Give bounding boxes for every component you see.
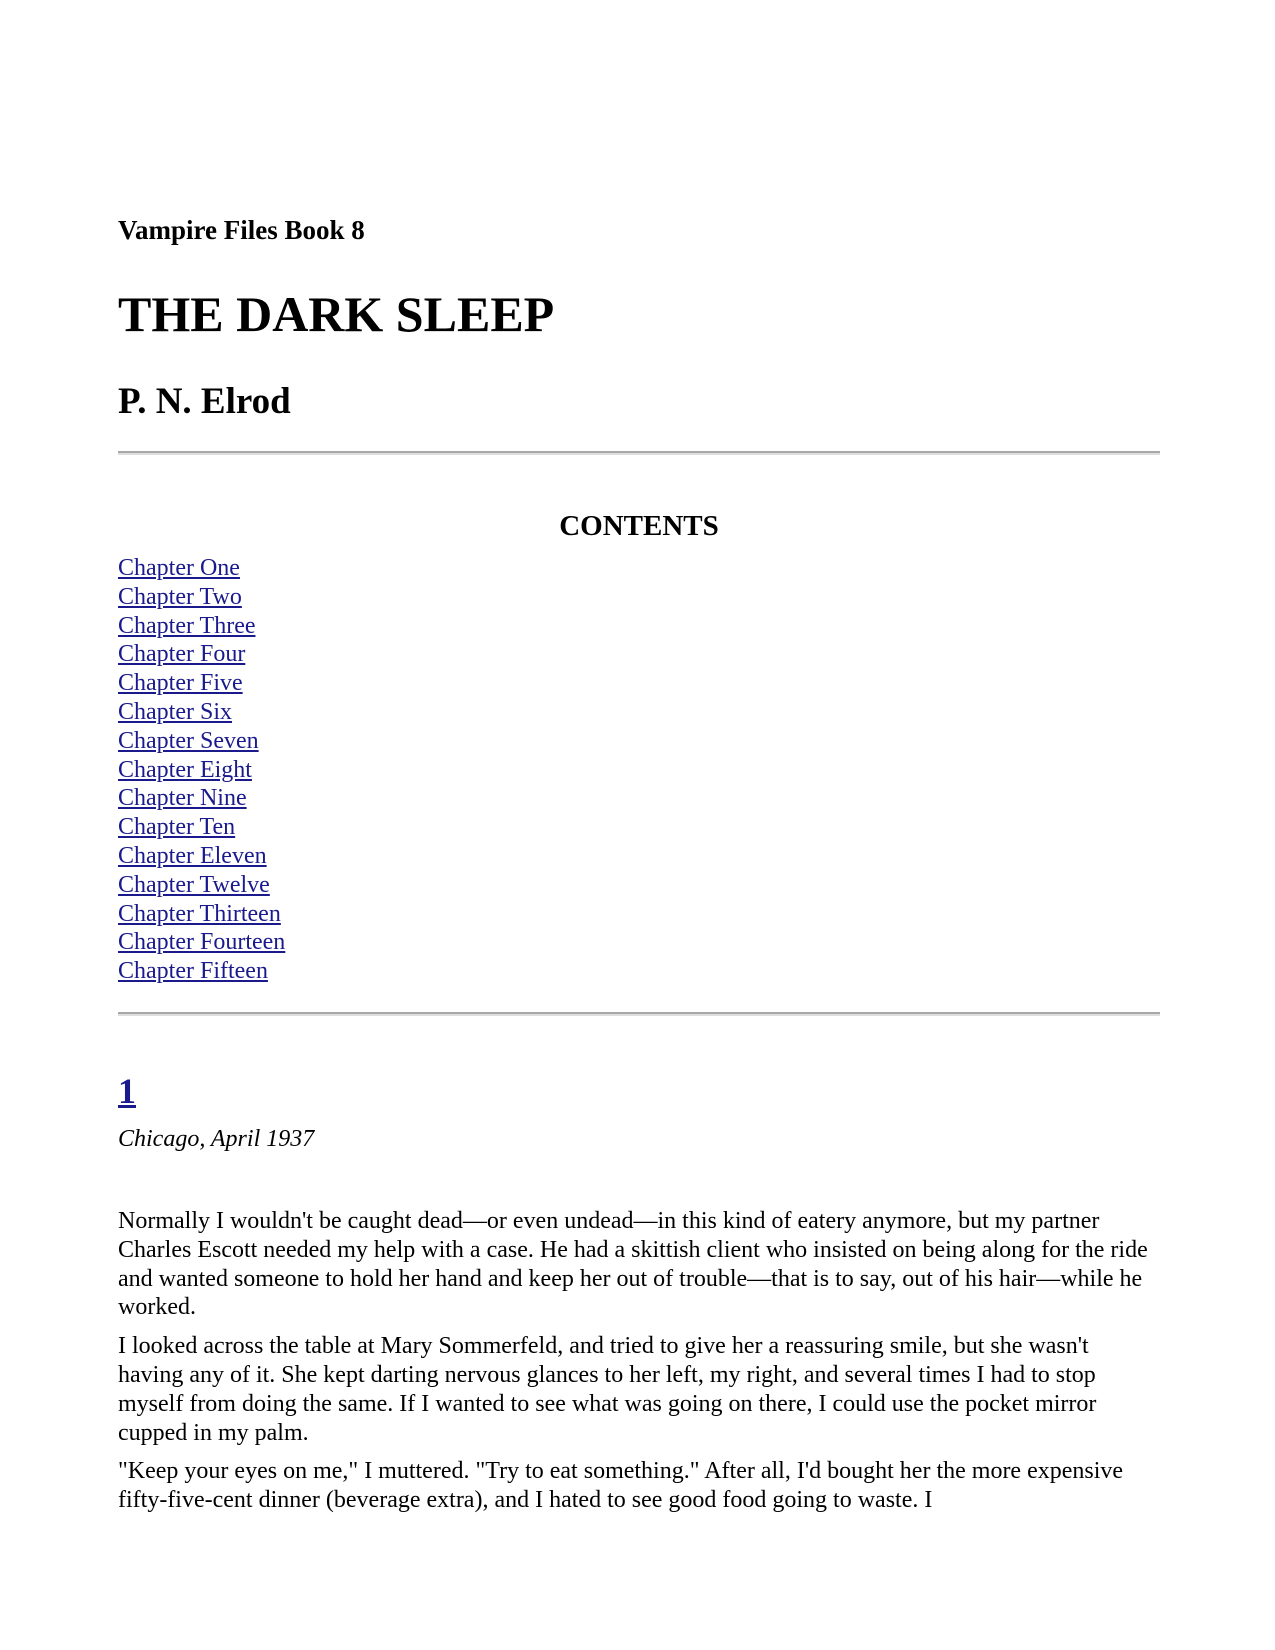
toc-link-chapter-one[interactable]: Chapter One xyxy=(118,555,240,581)
toc-item xyxy=(118,842,285,871)
toc-item xyxy=(118,784,285,813)
chapter-dateline: Chicago, April 1937 xyxy=(118,1126,315,1152)
toc-link-chapter-three[interactable]: Chapter Three xyxy=(118,612,256,639)
toc-item xyxy=(118,727,285,756)
toc-link-chapter-two[interactable]: Chapter Two xyxy=(118,583,242,610)
toc-item xyxy=(118,928,285,957)
divider-bottom xyxy=(118,1012,1160,1016)
toc-item xyxy=(118,871,285,900)
contents-heading: CONTENTS xyxy=(559,510,719,542)
author-name: P. N. Elrod xyxy=(118,381,291,422)
toc-link-chapter-nine[interactable]: Chapter Nine xyxy=(118,785,247,812)
toc-item xyxy=(118,669,285,698)
toc-item xyxy=(118,813,285,842)
chapter-body xyxy=(118,1207,1160,1525)
toc-link-chapter-ten[interactable]: Chapter Ten xyxy=(118,814,236,841)
book-title: THE DARK SLEEP xyxy=(118,286,555,342)
toc-link-chapter-seven[interactable]: Chapter Seven xyxy=(118,727,259,754)
toc-link-chapter-eight[interactable]: Chapter Eight xyxy=(118,756,252,783)
toc-link-chapter-thirteen[interactable]: Chapter Thirteen xyxy=(118,900,281,927)
chapter-heading xyxy=(118,1070,136,1112)
toc-item xyxy=(118,698,285,727)
toc-item xyxy=(118,900,285,929)
toc-item xyxy=(118,583,285,612)
divider-top xyxy=(118,451,1160,455)
toc-link-chapter-four[interactable]: Chapter Four xyxy=(118,641,246,668)
toc-link-chapter-five[interactable]: Chapter Five xyxy=(118,670,243,697)
toc-item xyxy=(118,756,285,785)
toc-item xyxy=(118,612,285,641)
chapter-number-link[interactable]: 1 xyxy=(118,1071,136,1111)
table-of-contents xyxy=(118,554,285,986)
paragraph: Normally I wouldn't be caught dead—or even undead—in this kind of eatery anymore, but my partner Charles Escott needed my help with a case. He had a skittish client who insisted on being along for the ride and wanted someone to hold her hand and keep her out of trouble—that is to say, out of his hair—while he worked. xyxy=(118,1208,1148,1321)
toc-link-chapter-fifteen[interactable]: Chapter Fifteen xyxy=(118,958,268,985)
toc-item xyxy=(118,554,285,583)
toc-link-chapter-six[interactable]: Chapter Six xyxy=(118,698,232,725)
toc-item xyxy=(118,957,285,986)
toc-link-chapter-eleven[interactable]: Chapter Eleven xyxy=(118,842,267,869)
toc-item xyxy=(118,640,285,669)
series-title: Vampire Files Book 8 xyxy=(118,215,365,245)
toc-link-chapter-twelve[interactable]: Chapter Twelve xyxy=(118,871,270,898)
toc-link-chapter-fourteen[interactable]: Chapter Fourteen xyxy=(118,929,286,956)
paragraph: I looked across the table at Mary Sommerfeld, and tried to give her a reassuring smile, but she wasn't having any of it. She kept darting nervous glances to her left, my right, and several times I had to stop myself from doing the same. If I wanted to see what was going on there, I could use the pocket mirror cupped in my palm. xyxy=(118,1333,1097,1446)
paragraph: "Keep your eyes on me," I muttered. "Try to eat something." After all, I'd bought her the more expensive fifty-five-cent dinner (beverage extra), and I hated to see good food going to waste. I xyxy=(118,1458,1124,1514)
